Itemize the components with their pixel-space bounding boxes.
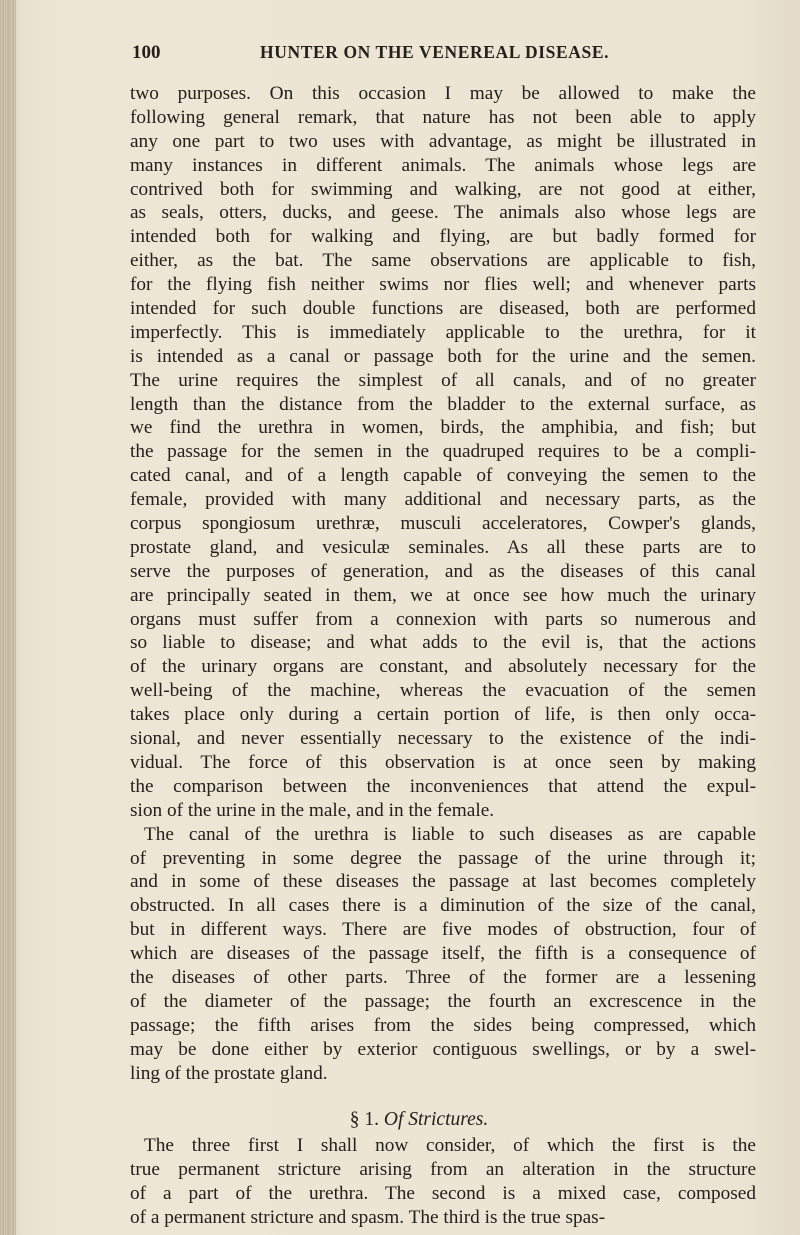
text-line: sion of the urine in the male, and in the female.	[130, 799, 495, 821]
text-line: intended for such double functions are diseased, both are performed	[130, 298, 756, 320]
text-line: ling of the prostate gland.	[130, 1062, 328, 1084]
text-line: is intended as a canal or passage both for the urine and the semen.	[130, 345, 756, 367]
page-header	[132, 42, 752, 72]
text-line: prostate gland, and vesiculæ seminales. As all these parts are to	[130, 536, 756, 558]
text-line: The canal of the urethra is liable to such diseases as are capable	[144, 823, 756, 845]
section-title: Of Strictures.	[383, 1109, 489, 1131]
text-line: of preventing in some degree the passage of the urine through it;	[130, 847, 756, 869]
text-line: contrived both for swimming and walking, are not good at either,	[130, 178, 756, 200]
page-body	[130, 82, 756, 1230]
text-line: of a part of the urethra. The second is a mixed case, composed	[130, 1183, 756, 1205]
text-line: and in some of these diseases the passage at last becomes completely	[130, 871, 756, 893]
text-line: imperfectly. This is immediately applicable to the urethra, for it	[130, 321, 756, 343]
paragraph-2	[130, 823, 756, 1086]
text-line: sional, and never essentially necessary to the existence of the indi-	[130, 728, 756, 750]
text-line: but in different ways. There are five modes of obstruction, four of	[130, 919, 756, 941]
text-line: are principally seated in them, we at once see how much the urinary	[130, 584, 756, 606]
text-line: may be done either by exterior contiguous swellings, or by a swel-	[130, 1038, 756, 1060]
text-line: of the urinary organs are constant, and absolutely necessary for the	[130, 656, 756, 678]
text-line: true permanent stricture arising from an alteration in the structure	[130, 1159, 756, 1181]
text-line: passage; the fifth arises from the sides being compressed, which	[130, 1014, 756, 1036]
section-spacer	[130, 1085, 756, 1106]
paragraph-3	[130, 1134, 756, 1230]
text-line: many instances in different animals. The animals whose legs are	[130, 154, 756, 176]
text-line: following general remark, that nature has not been able to apply	[130, 106, 756, 128]
text-line: female, provided with many additional and necessary parts, as the	[130, 489, 756, 511]
page-number: 100	[132, 42, 161, 63]
text-line: which are diseases of the passage itself, the fifth is a consequence of	[130, 943, 756, 965]
text-line: of a permanent stricture and spasm. The third is the true spas-	[130, 1207, 606, 1229]
text-line: vidual. The force of this observation is at once seen by making	[130, 751, 756, 773]
text-line: the comparison between the inconveniences that attend the expul-	[130, 775, 756, 797]
text-line: intended both for walking and flying, are but badly formed for	[130, 226, 756, 248]
section-heading	[130, 1106, 756, 1134]
text-line: so liable to disease; and what adds to the evil is, that the actions	[130, 632, 756, 654]
running-head: HUNTER ON THE VENEREAL DISEASE.	[260, 42, 610, 62]
paragraph-1	[130, 82, 756, 823]
text-line: serve the purposes of generation, and as the diseases of this canal	[130, 560, 756, 582]
text-line: The three first I shall now consider, of which the first is the	[144, 1135, 756, 1157]
text-line: the diseases of other parts. Three of the former are a lessening	[130, 966, 756, 988]
text-line: either, as the bat. The same observations are applicable to fish,	[130, 250, 756, 272]
text-line: corpus spongiosum urethræ, musculi acceleratores, Cowper's glands,	[130, 513, 756, 535]
text-line: organs must suffer from a connexion with parts so numerous and	[130, 608, 756, 630]
text-line: length than the distance from the bladder to the external surface, as	[130, 393, 756, 415]
text-line: two purposes. On this occasion I may be allowed to make the	[130, 83, 756, 104]
text-line: of the diameter of the passage; the fourth an excrescence in the	[130, 990, 756, 1012]
text-line: any one part to two uses with advantage, as might be illustrated in	[130, 130, 756, 152]
text-line: well-being of the machine, whereas the evacuation of the semen	[130, 680, 756, 702]
section-number: § 1.	[349, 1109, 379, 1131]
text-line: cated canal, and of a length capable of conveying the semen to the	[130, 465, 756, 487]
text-line: The urine requires the simplest of all canals, and of no greater	[130, 369, 756, 391]
text-line: as seals, otters, ducks, and geese. The animals also whose legs are	[130, 202, 756, 224]
text-line: obstructed. In all cases there is a diminution of the size of the canal,	[130, 895, 756, 917]
text-line: takes place only during a certain portion of life, is then only occa-	[130, 704, 756, 726]
text-line: for the flying fish neither swims nor flies well; and whenever parts	[130, 274, 756, 296]
text-line: we find the urethra in women, birds, the amphibia, and fish; but	[130, 417, 756, 439]
book-binding-edge	[0, 0, 16, 1235]
text-line: the passage for the semen in the quadruped requires to be a compli-	[130, 441, 756, 463]
